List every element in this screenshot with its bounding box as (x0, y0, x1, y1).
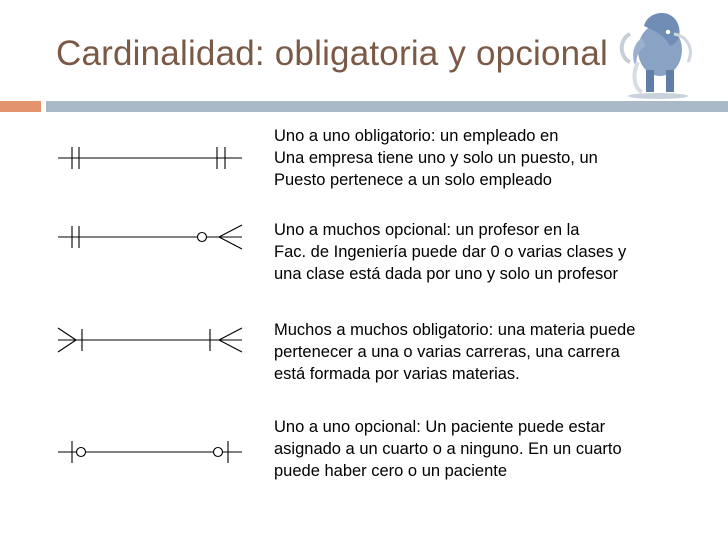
text-line: puede haber cero o un paciente (274, 462, 508, 480)
text-line: Uno a uno opcional: Un paciente puede estar (274, 418, 606, 436)
accent-square (0, 101, 41, 112)
notation-diagrams (54, 126, 254, 486)
one-to-one-optional-icon (58, 441, 242, 463)
mammoth-logo-icon (608, 4, 700, 100)
description-one-to-one-mandatory (274, 125, 724, 191)
text-line: pertenecer a una o varias carreras, una carrera (274, 343, 620, 361)
description-one-to-one-optional (274, 416, 724, 482)
text-line: asignado a un cuarto o a ninguno. En un cuarto (274, 440, 622, 458)
slide-title: Cardinalidad: obligatoria y opcional (56, 34, 608, 73)
many-to-many-mandatory-icon (58, 328, 242, 352)
text-line: Uno a uno obligatorio: un empleado en (274, 127, 559, 145)
description-one-to-many-optional (274, 219, 724, 285)
text-line: Puesto pertenece a un solo empleado (274, 171, 552, 189)
text-line: está formada por varias materias. (274, 365, 520, 383)
text-line: Uno a muchos opcional: un profesor en la (274, 221, 580, 239)
one-to-one-mandatory-icon (58, 147, 242, 169)
text-line: Muchos a muchos obligatorio: una materia puede (274, 321, 636, 339)
accent-bar (46, 101, 728, 112)
description-many-to-many-mandatory (274, 319, 724, 385)
one-to-many-optional-icon (58, 225, 242, 249)
text-line: una clase está dada por uno y solo un profesor (274, 265, 618, 283)
text-line: Fac. de Ingeniería puede dar 0 o varias clases y (274, 243, 627, 261)
text-line: Una empresa tiene uno y solo un puesto, un (274, 149, 598, 167)
